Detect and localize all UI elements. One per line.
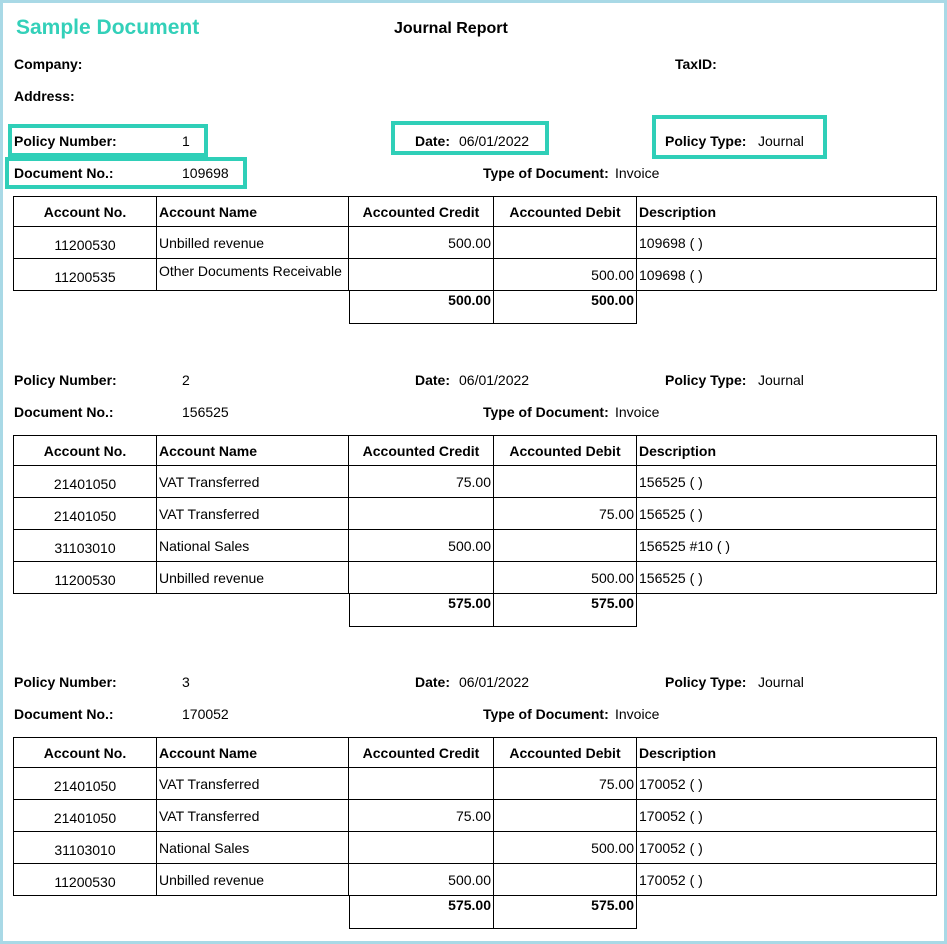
type-of-document-label: Type of Document: [483,165,609,181]
policy-type-label: Policy Type: [665,133,747,149]
table-cell-account-no: 21401050 [13,466,157,498]
table-cell-credit [349,259,494,291]
total-debit: 500.00 [494,291,637,324]
table-cell-account-name: VAT Transferred [157,768,349,800]
column-header: Account Name [157,196,349,227]
table-cell-account-no: 11200530 [13,864,157,896]
policy-number-value: 2 [182,372,190,388]
table-cell-credit: 75.00 [349,800,494,832]
document-no-value: 156525 [182,404,229,420]
column-header: Account No. [13,435,157,466]
total-credit: 500.00 [349,291,494,324]
table-cell-debit [494,800,637,832]
table-cell-credit: 500.00 [349,530,494,562]
type-of-document-value: Invoice [615,404,660,420]
table-cell-account-name: National Sales [157,530,349,562]
column-header: Accounted Debit [494,196,637,227]
company-label: Company: [14,56,83,72]
policy-type-label: Policy Type: [665,674,747,690]
policy-number-label: Policy Number: [14,372,117,388]
document-no-value: 170052 [182,706,229,722]
table-cell-description: 170052 ( ) [637,768,937,800]
policy-number-label: Policy Number: [14,133,117,149]
table-cell-debit: 500.00 [494,562,637,594]
table-cell-account-name: National Sales [157,832,349,864]
date-value: 06/01/2022 [459,372,530,388]
table-cell-description: 170052 ( ) [637,832,937,864]
policy-type-value: Journal [758,674,804,690]
table-cell-debit: 500.00 [494,832,637,864]
table-cell-account-no: 11200530 [13,562,157,594]
table-cell-description: 156525 ( ) [637,498,937,530]
table-cell-account-no: 11200535 [13,259,157,291]
table-cell-debit [494,227,637,259]
document-no-highlight [5,157,247,189]
type-of-document-label: Type of Document: [483,404,609,420]
table-cell-credit: 500.00 [349,227,494,259]
table-cell-description: 170052 ( ) [637,800,937,832]
document-no-value: 109698 [182,165,229,181]
table-cell-account-no: 21401050 [13,498,157,530]
table-cell-debit [494,530,637,562]
table-cell-account-name: Unbilled revenue [157,562,349,594]
table-cell-credit: 75.00 [349,466,494,498]
table-cell-debit [494,864,637,896]
column-header: Account Name [157,435,349,466]
date-label: Date: [415,372,451,388]
policy-number-value: 3 [182,674,190,690]
table-cell-debit [494,466,637,498]
column-header: Description [637,435,937,466]
column-header: Accounted Credit [349,737,494,768]
table-cell-account-no: 21401050 [13,768,157,800]
column-header: Description [637,196,937,227]
table-cell-description: 156525 ( ) [637,562,937,594]
table-cell-account-name: VAT Transferred [157,466,349,498]
date-label: Date: [415,674,451,690]
table-cell-description: 156525 #10 ( ) [637,530,937,562]
table-cell-debit: 75.00 [494,498,637,530]
table-cell-account-no: 21401050 [13,800,157,832]
table-cell-account-name: VAT Transferred [157,498,349,530]
table-cell-description: 109698 ( ) [637,259,937,291]
table-cell-account-name: Unbilled revenue [157,864,349,896]
table-cell-credit [349,562,494,594]
report-title: Journal Report [394,20,508,37]
column-header: Account Name [157,737,349,768]
table-cell-debit: 75.00 [494,768,637,800]
total-credit: 575.00 [349,594,494,627]
column-header: Account No. [13,737,157,768]
table-cell-account-name: VAT Transferred [157,800,349,832]
policy-number-highlight [8,124,208,157]
column-header: Account No. [13,196,157,227]
table-cell-account-no: 31103010 [13,530,157,562]
table-cell-account-no: 11200530 [13,227,157,259]
date-value: 06/01/2022 [459,133,530,149]
column-header: Accounted Credit [349,435,494,466]
type-of-document-label: Type of Document: [483,706,609,722]
table-cell-description: 109698 ( ) [637,227,937,259]
table-cell-account-no: 31103010 [13,832,157,864]
table-cell-credit: 500.00 [349,864,494,896]
table-cell-credit [349,832,494,864]
table-cell-description: 170052 ( ) [637,864,937,896]
total-debit: 575.00 [494,594,637,627]
policy-type-label: Policy Type: [665,372,747,388]
total-credit: 575.00 [349,896,494,929]
policy-number-value: 1 [182,133,190,149]
document-no-label: Document No.: [14,404,114,420]
date-highlight [391,121,549,155]
type-of-document-value: Invoice [615,706,660,722]
table-cell-credit [349,768,494,800]
table-cell-credit [349,498,494,530]
total-debit: 575.00 [494,896,637,929]
policy-type-highlight [652,115,827,159]
policy-type-value: Journal [758,372,804,388]
date-value: 06/01/2022 [459,674,530,690]
document-no-label: Document No.: [14,706,114,722]
taxid-label: TaxID: [675,56,717,72]
address-label: Address: [14,88,75,104]
date-label: Date: [415,133,451,149]
table-cell-debit: 500.00 [494,259,637,291]
policy-number-label: Policy Number: [14,674,117,690]
table-cell-account-name: Other Documents Receivable [157,259,349,291]
policy-type-value: Journal [758,133,804,149]
sample-document-watermark: Sample Document [16,16,200,39]
document-no-label: Document No.: [14,165,114,181]
column-header: Accounted Debit [494,737,637,768]
column-header: Description [637,737,937,768]
table-cell-account-name: Unbilled revenue [157,227,349,259]
type-of-document-value: Invoice [615,165,660,181]
column-header: Accounted Debit [494,435,637,466]
table-cell-description: 156525 ( ) [637,466,937,498]
column-header: Accounted Credit [349,196,494,227]
